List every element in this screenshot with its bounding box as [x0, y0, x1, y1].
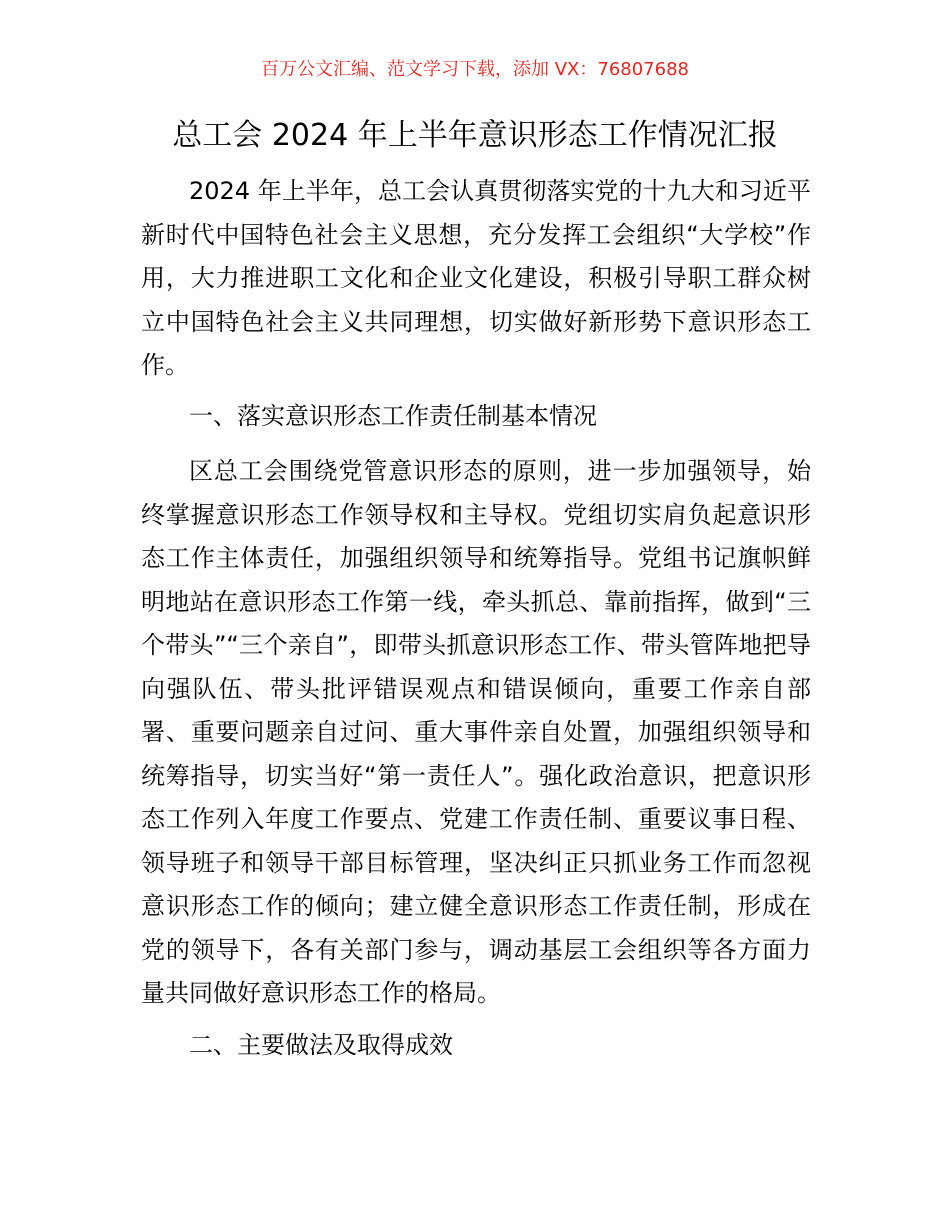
- document-title: 总工会 2024 年上半年意识形态工作情况汇报: [172, 118, 778, 153]
- section-1-paragraph: 区总工会围绕党管意识形态的原则，进一步加强领导，始终掌握意识形态工作领导权和主导权。党组切实肩负起意识形态工作主体责任，加强组织领导和统筹指导。党组书记旗帜鲜明地站在意识形态工作第一线，牵头抓总、靠前指挥，做到“三个带头”“三个亲自”，即带头抓意识形态工作、带头管阵地把导向强队伍、带头批评错误观点和错误倾向，重要工作亲自部署、重要问题亲自过问、重大事件亲自处置，加强组织领导和统筹指导，切实当好“第一责任人”。强化政治意识，把意识形态工作列入年度工作要点、党建工作责任制、重要议事日程、领导班子和领导干部目标管理，坚决纠正只抓业务工作而忽视意识形态工作的倾向；建立健全意识形态工作责任制，形成在党的领导下，各有关部门参与，调动基层工会组织等各方面力量共同做好意识形态工作的格局。: [141, 457, 811, 1007]
- intro-paragraph: 2024 年上半年，总工会认真贯彻落实党的十九大和习近平新时代中国特色社会主义思想，充分发挥工会组织“大学校”作用，大力推进职工文化和企业文化建设，积极引导职工群众树立中国特色社会主义共同理想，切实做好新形势下意识形态工作。: [141, 177, 811, 379]
- section-heading-2: 二、主要做法及取得成效: [189, 1031, 453, 1059]
- section-heading-1: 一、落实意识形态工作责任制基本情况: [189, 402, 597, 430]
- promo-banner: 百万公文汇编、范文学习下载，添加 VX：76807688: [261, 59, 689, 80]
